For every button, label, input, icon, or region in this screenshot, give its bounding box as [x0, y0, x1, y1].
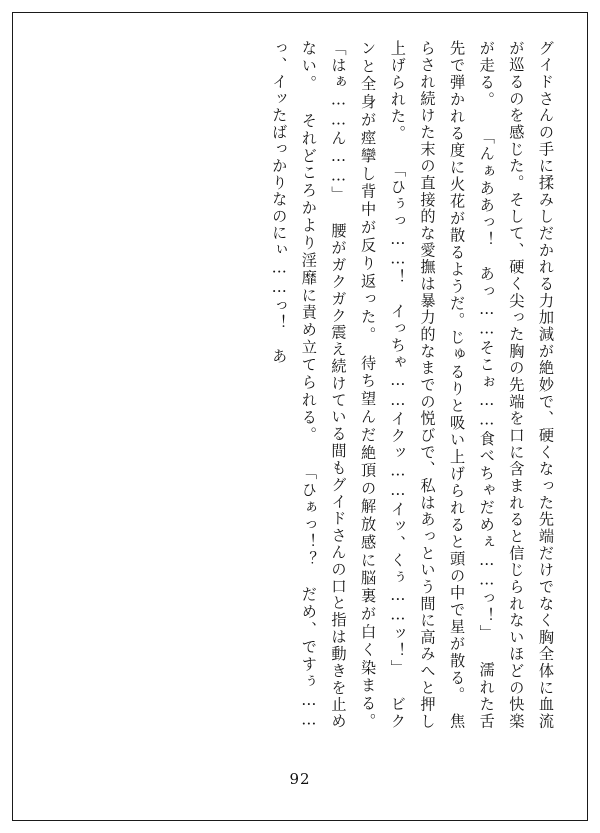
vertical-text-area	[40, 40, 560, 750]
page-number: 92	[289, 770, 311, 788]
body-text: グイドさんの手に揉みしだかれる力加減が絶妙で、硬くなった先端だけでなく胸全体に血流が巡るのを感じた。そして、硬く尖った胸の先端を口に含まれると信じられないほどの快楽が走る。 「んぁああっ！ あっ……そこぉ……食べちゃだめぇ……っ！」 濡れた舌先で弾かれる度に火花が散るようだ。じゅるりと吸い上げられると頭の中で星が散る。 焦らされ続けた末の直接的な愛撫は暴力的なまでの悦びで、私はあっという間に高みへと押し上げられた。 「ひぅっ……！ イっちゃ……イクッ……イッ、くぅ……ッ！」 ビクンと全身が痙攣し背中が反り返った。 待ち望んだ絶頂の解放感に脳裏が白く染まる。 「はぁ……ん……」 腰がガクガク震え続けている間もグイドさんの口と指は動きを止めない。 それどころかより淫靡に責め立てられる。 「ひぁっ！？ だめ、ですぅ……っ、イッたばっかりなのにぃ……っ！ あ	[270, 40, 555, 730]
